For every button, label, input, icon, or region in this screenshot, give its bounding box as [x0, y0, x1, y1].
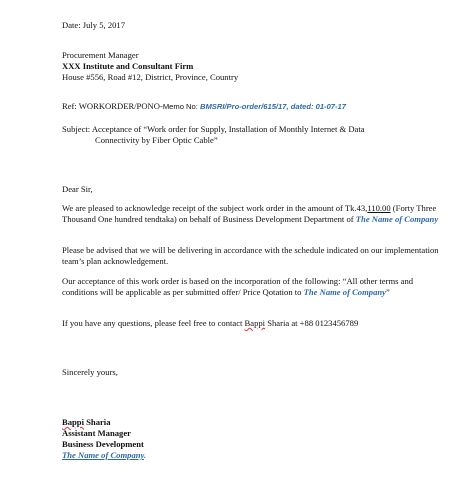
ref-label: Ref: WORKORDER/PONO-	[62, 101, 163, 111]
memo-value: BMSRI/Pro-order/615/17, dated: 01-07-17	[199, 102, 346, 111]
subject-line-1: Subject: Acceptance of “Work order for Supply, Installation of Monthly Internet & Data	[62, 124, 365, 134]
signature-company-end: .	[144, 450, 147, 460]
signature-title: Assistant Manager	[62, 428, 131, 438]
para1-text-b: (Forty Three Thousand One hundred tendtaka) on behalf of Business Development Department of	[62, 203, 437, 224]
signature-company-name: The Name of Company	[62, 450, 145, 460]
signature-last-name: Sharia	[83, 417, 111, 427]
recipient-title: Procurement Manager	[62, 50, 139, 60]
signature-department: Business Development	[62, 439, 144, 449]
recipient-org: XXX Institute and Consultant Firm	[62, 61, 194, 71]
memo-label: Memo No:	[162, 102, 200, 111]
para3-text: Our acceptance of this work order is based on the incorporation of the following: “All other terms and conditions will be applicable as per submitted offer/ Price Qotation to	[62, 276, 414, 297]
paragraph-amount	[62, 203, 448, 225]
subject-line-2: Connectivity by Fiber Optic Cable”	[95, 135, 218, 145]
para4-text-a: If you have any questions, please feel free to contact	[62, 318, 245, 328]
closing: Sincerely yours,	[62, 367, 118, 377]
paragraph-schedule: Please be advised that we will be delivering in accordance with the schedule indicated on our implementation team’s plan acknowledgement.	[62, 245, 439, 266]
company-name-link: The Name of Company	[355, 214, 439, 224]
para4-text-b: Sharia at +88 0123456789	[265, 318, 359, 328]
paragraph-contact	[62, 318, 358, 329]
signature-name	[62, 417, 111, 428]
para1-text-a: We are pleased to acknowledge receipt of the subject work order in the amount of Tk.43,	[62, 203, 368, 213]
paragraph-acceptance	[62, 276, 448, 298]
salutation: Dear Sir,	[62, 184, 93, 194]
para3-end: ”	[385, 287, 390, 297]
company-name-link: The Name of Company	[303, 287, 386, 297]
signature-first-name: Bappi	[62, 417, 84, 427]
contact-name: Bappi	[244, 318, 266, 328]
letter-date: Date: July 5, 2017	[62, 20, 126, 30]
amount-tail: 110.00	[367, 203, 391, 213]
recipient-address: House #556, Road #12, District, Province, Country	[62, 72, 239, 82]
signature-company	[62, 450, 146, 461]
reference-line	[62, 101, 346, 112]
